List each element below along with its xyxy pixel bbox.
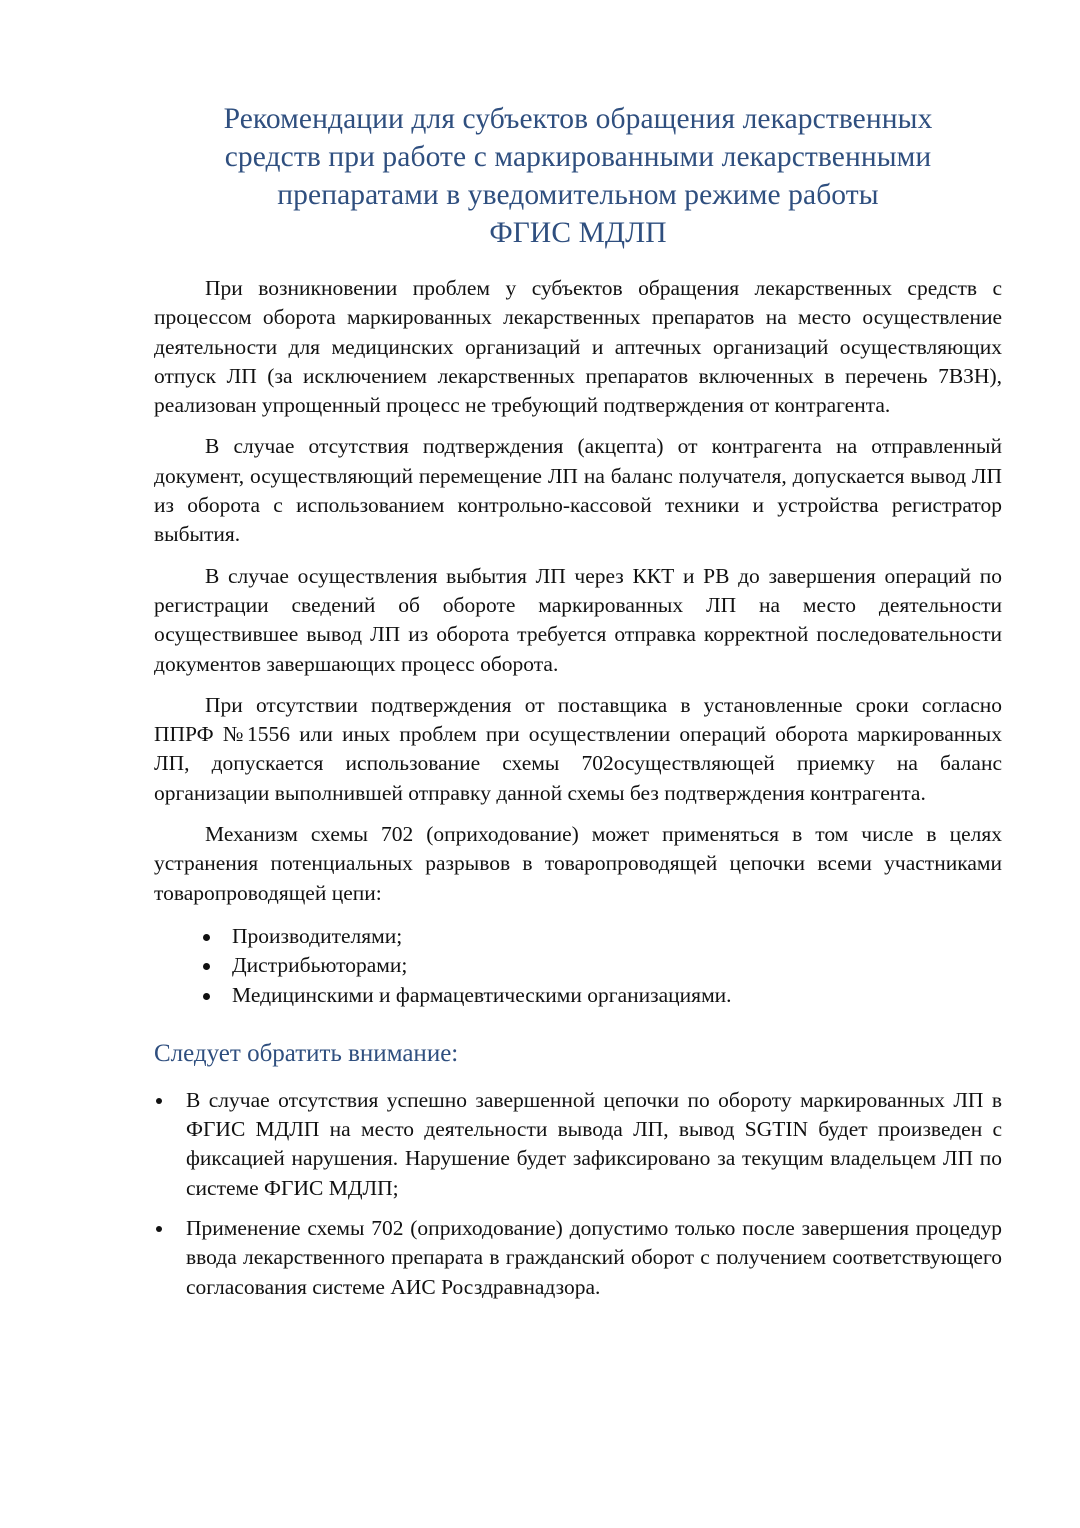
title-line: препаратами в уведомительном режиме работы — [277, 179, 879, 211]
paragraph-kkt-rv: В случае осуществления выбытия ЛП через ККТ и РВ до завершения операций по регистрации сведений об обороте маркированных ЛП на место деятельности осуществившее вывод ЛП из оборота требуется отправка корректной последовательности документов завершающих процесс оборота. — [154, 563, 1002, 676]
list-item: Медицинскими и фармацевтическими организациями. — [154, 981, 1002, 1010]
attention-heading: Следует обратить внимание: — [154, 1039, 459, 1067]
document-title — [154, 100, 1002, 252]
list-item: Применение схемы 702 (оприходование) допустимо только после завершения процедур ввода лекарственного препарата в гражданский оборот с получением соответствующего согласования системе АИС Росздравнадзора. — [154, 1214, 1002, 1302]
participants-list — [154, 922, 1002, 1010]
paragraph-no-acceptance: В случае отсутствия подтверждения (акцепта) от контрагента на отправленный документ, осуществляющий перемещение ЛП на баланс получателя, допускается вывод ЛП из оборота с использованием контрольно-кассовой техники и устройства регистратор выбытия. — [154, 434, 1002, 547]
title-line: средств при работе с маркированными лекарственными — [224, 141, 932, 173]
attention-list — [154, 1086, 1002, 1302]
paragraph-mechanism: Механизм схемы 702 (оприходование) может применяться в том числе в целях устранения потенциальных разрывов в товаропроводящей цепочки всеми участниками товаропроводящей цепи: — [154, 822, 1002, 905]
paragraph-intro: При возникновении проблем у субъектов обращения лекарственных средств с процессом оборота маркированных лекарственных препаратов на место осуществление деятельности для медицинских организаций и аптечных организаций осуществляющих отпуск ЛП (за исключением лекарственных препаратов включенных в перечень 7ВЗН), реализован упрощенный процесс не требующий подтверждения от контрагента. — [154, 276, 1002, 418]
title-line: ФГИС МДЛП — [489, 217, 667, 249]
list-item: В случае отсутствия успешно завершенной цепочки по обороту маркированных ЛП в ФГИС МДЛП на место деятельности вывода ЛП, вывод SGTIN будет произведен с фиксацией нарушения. Нарушение будет зафиксировано за текущим владельцем ЛП по системе ФГИС МДЛП; — [154, 1086, 1002, 1203]
paragraph-scheme-702: При отсутствии подтверждения от поставщика в установленные сроки согласно ППРФ №1556 или иных проблем при осуществлении операций оборота маркированных ЛП, допускается использование схемы 702осуществляющей приемку на баланс организации выполнившей отправку данной схемы без подтверждения контрагента. — [154, 692, 1002, 805]
document-page — [154, 100, 1002, 1313]
list-item: Производителями; — [154, 922, 1002, 951]
list-item: Дистрибьюторами; — [154, 951, 1002, 980]
title-line: Рекомендации для субъектов обращения лекарственных — [223, 103, 933, 135]
